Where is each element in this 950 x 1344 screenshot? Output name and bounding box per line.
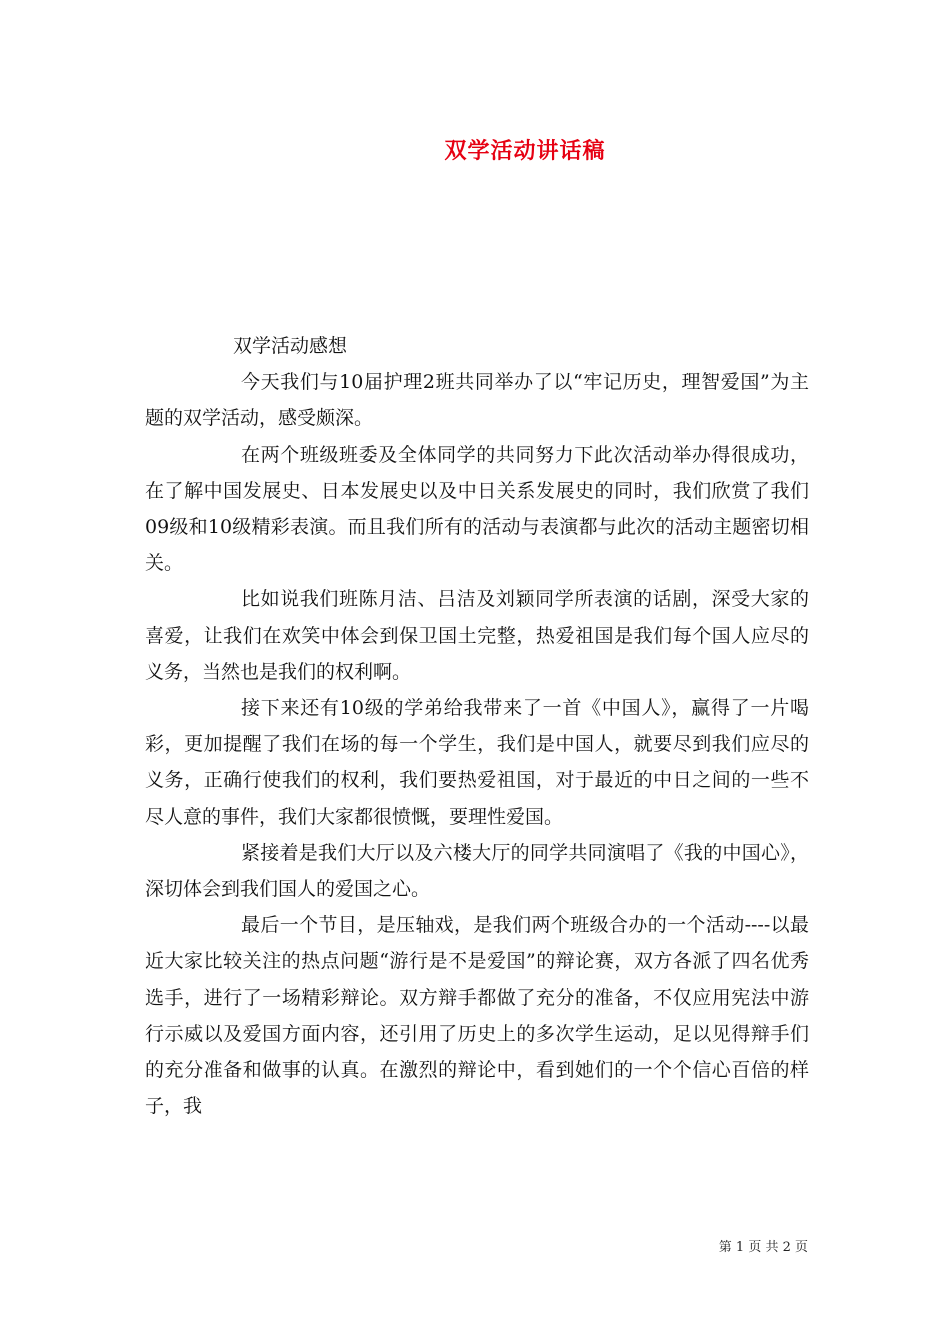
document-subtitle: 双学活动感想 [233, 335, 348, 357]
paragraph-5: 紧接着是我们大厅以及六楼大厅的同学共同演唱了《我的中国心》，深切体会到我们国人的爱国之心。 [145, 841, 809, 901]
paragraph-1: 今天我们与10届护理2班共同举办了以“牢记历史，理智爱国”为主题的双学活动，感受颇深。 [145, 371, 809, 430]
document-title: 双学活动讲话稿 [444, 138, 606, 164]
paragraph-3: 比如说我们班陈月洁、吕洁及刘颖同学所表演的话剧，深受大家的喜爱，让我们在欢笑中体会到保卫国土完整，热爱祖国是我们每个国人应尽的义务，当然也是我们的权利啊。 [145, 588, 809, 683]
paragraph-6: 最后一个节目，是压轴戏，是我们两个班级合办的一个活动----以最近大家比较关注的热点问题“游行是不是爱国”的辩论赛，双方各派了四名优秀选手，进行了一场精彩辩论。双方辩手都做了充分的准备，不仅应用宪法中游行示威以及爱国方面内容，还引用了历史上的多次学生运动，足以见得辩手们的充分准备和做事的认真。在激烈的辩论中，看到她们的一个个信心百倍的样子，我 [145, 914, 809, 1118]
paragraph-2: 在两个班级班委及全体同学的共同努力下此次活动举办得很成功，在了解中国发展史、日本发展史以及中日关系发展史的同时，我们欣赏了我们09级和10级精彩表演。而且我们所有的活动与表演都与此次的活动主题密切相关。 [145, 443, 809, 575]
document-body [145, 328, 809, 1124]
paragraph-4: 接下来还有10级的学弟给我带来了一首《中国人》，赢得了一片喝彩，更加提醒了我们在场的每一个学生，我们是中国人，就要尽到我们应尽的义务，正确行使我们的权利，我们要热爱祖国，对于最近的中日之间的一些不尽人意的事件，我们大家都很愤慨，要理性爱国。 [145, 697, 809, 828]
page-number: 第 1 页 共 2 页 [718, 1240, 808, 1255]
